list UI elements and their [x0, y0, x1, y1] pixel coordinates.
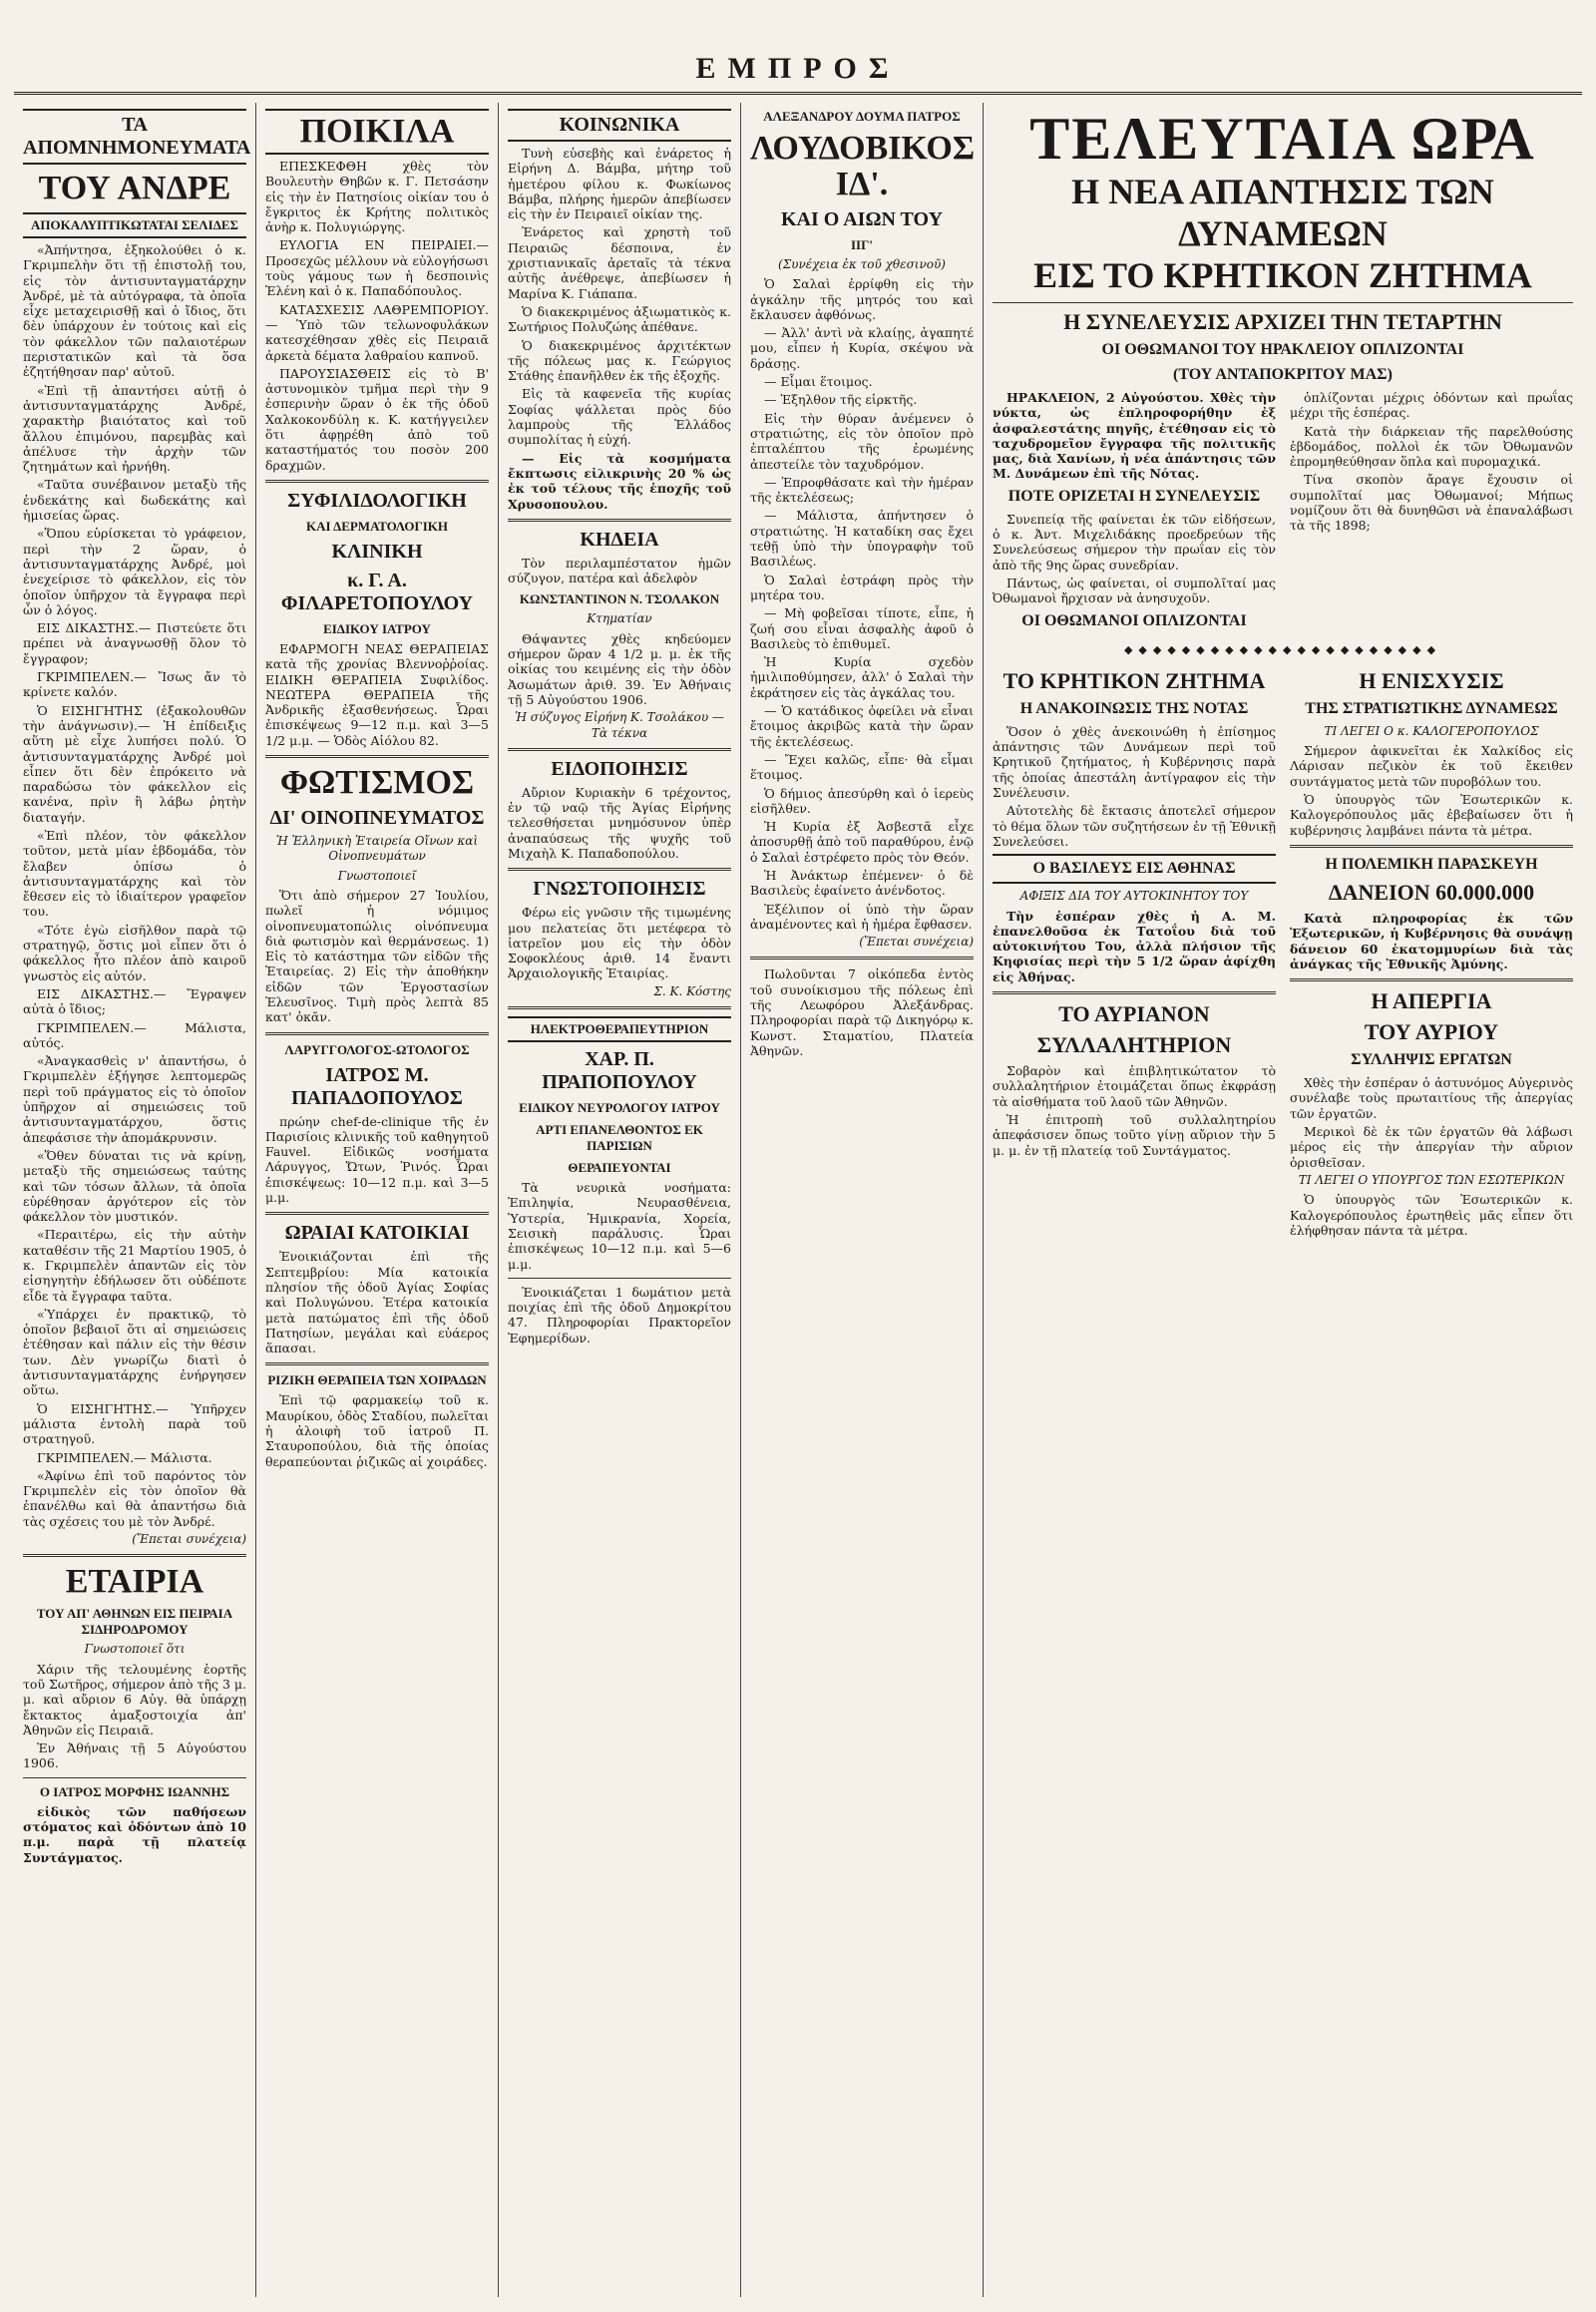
- strike-title: Η ΑΠΕΡΓΙΑ: [1371, 988, 1492, 1014]
- col5-lower-left: [993, 663, 1276, 1241]
- rally-title2: ΣΥΛΛΑΛΗΤΗΡΙΟΝ: [1036, 1032, 1232, 1058]
- crete-p1: Ὅσον ὁ χθὲς ἀνεκοινώθη ἡ ἐπίσημος ἀπάντησις τῶν Δυνάμεων περὶ τοῦ Κρητικοῦ ζητήματος, ἡ Κυβέρνησις παρὰ τῆς ὁποίας ἀπεστάλη ἀντίγραφον εἰς τὴν Συνέλευσιν.: [993, 723, 1276, 801]
- col3-jewelry-ad: — Εἰς τὰ κοσμήματα ἔκπτωσις εἰλικρινὴς 20 % ὡς ἐκ τοῦ τέλους τῆς ἐποχῆς τοῦ Χρυσοπουλου.: [508, 450, 731, 512]
- column-3: [499, 103, 741, 2297]
- ad-clinic-line2: ΚΑΙ ΔΕΡΜΑΤΟΛΟΓΙΚΗ: [305, 518, 449, 534]
- ad-electro-sub2: ΑΡΤΙ ΕΠΑΝΕΛΘΟΝΤΟΣ ΕΚ ΠΑΡΙΣΙΩΝ: [536, 1122, 703, 1154]
- col1-p5: Ὁ ΕΙΣΗΓΗΤΗΣ (ἐξακολουθῶν τὴν ἀνάγνωσιν).— Ἡ ἐπίδειξις αὕτη μὲ εἶχε λυπήσει πολύ. Ὁ ἀντισυνταγματάρχης Ἀνδρέ μοὶ εἶπεν ὅτι δὲν ἐπρόκειτο νὰ παραδώσω τὸν φάκελλον εἰς κανένα, πρὶν ἢ λάβω ῥητὴν διαταγήν.: [23, 702, 246, 825]
- col2-divider-3: [265, 1032, 489, 1035]
- funeral-body: Θάψαντες χθὲς κηδεύομεν σήμερον ὥραν 4 1/2 μ. μ. ἐκ τῆς οἰκίας του κειμένης εἰς τὴν ὁδὸν Ἀσωμάτων ἀριθ. 39. Ἐν Ἀθήναις τῇ 5 Αὐγούστου 1906.: [508, 630, 731, 707]
- col1-divider: [23, 1554, 246, 1557]
- ad-ent-name: ΙΑΤΡΟΣ Μ. ΠΑΠΑΔΟΠΟΥΛΟΣ: [291, 1063, 463, 1109]
- lead-r2: Κατὰ τὴν διάρκειαν τῆς παρελθούσης ἑβδομάδος, πολλοὶ ἐκ τῶν Ὀθωμανῶν ἐπρομηθεύθησαν ὅπλα καὶ πυρομαχικά.: [1290, 423, 1573, 470]
- col1-p10: «Περαιτέρω, εἰς τὴν αὐτὴν καταθέσιν τῆς 21 Μαρτίου 1905, ὁ κ. Γκριμπελὲν ἀπαντῶν εἰς τὸν εἰσηγητὴν ἐδήλωσεν ὅτι οὐδέποτε εἶδε τὰ ἔγγραφα ταῦτα.: [23, 1227, 246, 1304]
- col4-divider: [750, 957, 974, 960]
- ad-railway-notice: Γνωστοποιεῖ ὅτι: [84, 1642, 186, 1657]
- col1-h3: ΕΙΣ ΔΙΚΑΣΤΗΣ.— Ἔγραψεν αὐτὰ ὁ ἴδιος;: [23, 985, 246, 1017]
- col4-p15: Ἡ Ἀνάκτωρ ἐπέμενεν· ὁ δὲ Βασιλεὺς ἐφαίνετο ἀνένδοτος.: [750, 867, 974, 899]
- crete-title: ΤΟ ΚΡΗΤΙΚΟΝ ΖΗΤΗΜΑ: [1002, 667, 1266, 693]
- col3-p5: Εἰς τὰ καφενεῖα τῆς κυρίας Σοφίας ψάλλεται πρὸς δύο λαμπροὺς τῆς Ἑλλάδος συμπολίτας ἡ εὐχή.: [508, 386, 731, 448]
- col5-upper-left: [993, 390, 1276, 636]
- masthead: [14, 0, 1582, 95]
- col4-p12: — Ἔχει καλῶς, εἶπε· θὰ εἶμαι ἕτοιμος.: [750, 751, 974, 783]
- col5-upper-split: [993, 390, 1573, 636]
- ad-electro-sub3: ΘΕΡΑΠΕΥΟΝΤΑΙ: [568, 1160, 671, 1176]
- col1-title1: ΤΑ ΑΠΟΜΝΗΜΟΝΕΥΜΑΤΑ: [23, 109, 246, 165]
- col1-p6: «Ἐπὶ πλέον, τὸν φάκελλον τοῦτον, μετὰ μίαν ἑβδομάδα, τὸν ἔλαβεν ὀπίσω ὁ ἀντισυνταγματάρχης καὶ τὸν ἔθεσεν εἰς τὸ ἰδιαίτερον γραφεῖον του.: [23, 827, 246, 920]
- reinforce-p1: Σήμερον ἀφικνεῖται ἐκ Χαλκίδος εἰς Λάρισαν πεζικὸν ἐκ τοῦ ἔκειθεν συντάγματος μετὰ τῶν πυροβόλων του.: [1290, 743, 1573, 789]
- ad-clinic-line1: ΣΥΦΙΛΙΔΟΛΟΓΙΚΗ: [287, 489, 467, 512]
- lead-title4: Η ΣΥΝΕΛΕΥΣΙΣ ΑΡΧΙΖΕΙ ΤΗΝ ΤΕΤΑΡΤΗΝ: [1063, 309, 1502, 334]
- lead-r1: ὁπλίζονται μέχρις ὀδόντων καὶ πρωΐας μέχρι τῆς ἑσπέρας.: [1290, 390, 1573, 421]
- column-5: [984, 103, 1582, 2297]
- ad-lighting-text: Ὅτι ἀπὸ σήμερον 27 Ἰουλίου, πωλεῖ ἡ νόμιμος οἰνοπνευματοπώλις οἰνόπνευμα διὰ φωτισμὸν καὶ θερμάνσεως. 1) Εἰς τὸ κατάστημα τῶν εἰδῶν τῆς Ἑταιρείας. 2) Εἰς τὴν ἀποθήκην εἰδῶν τῶν Ἐργοστασίων Ἐλευσῖνος. Τιμὴ πρὸς λεπτὰ 85 κατ' ὀκᾶν.: [265, 887, 489, 1025]
- reinforce-title: Η ΕΝΙΣΧΥΣΙΣ: [1359, 667, 1504, 693]
- lead-title3: ΕΙΣ ΤΟ ΚΡΗΤΙΚΟΝ ΖΗΤΗΜΑ: [1033, 255, 1532, 295]
- reinforce-p2: Ὁ ὑπουργὸς τῶν Ἐσωτερικῶν κ. Καλογερόπουλος μᾶς ἐβεβαίωσεν ὅτι ἡ κυβέρνησις λαμβάνει πάντα τὰ μέτρα.: [1290, 792, 1573, 838]
- announcement-text: Αὔριον Κυριακὴν 6 τρέχοντος, ἐν τῷ ναῷ τῆς Ἁγίας Εἰρήνης τελεσθήσεται μνημόσυνον ὑπὲρ ἀναπαύσεως τῆς ψυχῆς τοῦ Μιχαὴλ Κ. Παπαδοπούλου.: [508, 784, 731, 861]
- king-p1: Τὴν ἑσπέραν χθὲς ἡ Α. Μ. ἐπανελθοῦσα ἐκ Τατοΐου διὰ τοῦ αὐτοκινήτου Του, ἀλλὰ πλήσιον τῆς Κηφισίας περὶ τὴν 5 1/2 ὥραν ἀφίχθη εἰς Ἀθήνας.: [993, 908, 1276, 984]
- col4-p13: Ὁ δήμιος ἀπεσύρθη καὶ ὁ ἱερεὺς εἰσῆλθεν.: [750, 785, 974, 816]
- ad-doctor-title: Ο ΙΑΤΡΟΣ ΜΟΡΦΗΣ ΙΩΑΝΝΗΣ: [39, 1783, 230, 1799]
- col1-h4: ΓΚΡΙΜΠΕΛΕΝ.— Μάλιστα, αὐτός.: [23, 1019, 246, 1050]
- ad-residences-title: ΩΡΑΙΑΙ ΚΑΤΟΙΚΙΑΙ: [284, 1222, 470, 1245]
- serial-subtitle: (Συνέχεια ἐκ τοῦ χθεσινοῦ): [778, 257, 946, 271]
- rally-p1: Σοβαρὸν καὶ ἐπιβλητικώτατον τὸ συλλαλητήριον ἑτοιμάζεται ὅπως ἐκφράσῃ τὰ αἰσθήματα τοῦ λαοῦ τῶν Ἀθηνῶν.: [993, 1063, 1276, 1109]
- ad-ent-text: πρώην chef-de-clinique τῆς ἐν Παρισίοις κλινικῆς τοῦ καθηγητοῦ Fauvel. Εἰδικῶς νοσήματα Λάρυγγος, Ὤτων, Ῥινός. Ὧραι ἐπισκέψεως: 10—12 π.μ. καὶ 3—5 μ.μ.: [265, 1113, 489, 1206]
- notice-title: ΓΝΩΣΤΟΠΟΙΗΣΙΣ: [533, 878, 706, 901]
- col2-divider: [265, 480, 489, 483]
- columns: [14, 103, 1582, 2297]
- col1-continued: (Ἔπεται συνέχεια): [132, 1532, 246, 1547]
- strike-h: ΤΙ ΛΕΓΕΙ Ο ΥΠΟΥΡΓΟΣ ΤΩΝ ΕΣΩΤΕΡΙΚΩΝ: [1298, 1172, 1565, 1187]
- ad-doctor-text: εἰδικὸς τῶν παθήσεων στόματος καὶ ὀδόντων ἀπὸ 10 π.μ. παρὰ τῇ πλατείᾳ Συντάγματος.: [23, 1803, 246, 1865]
- serial-title: ΛΟΥΔΟΒΙΚΟΣ ΙΔ'.: [750, 130, 976, 202]
- col1-p8: «Ἀναγκασθεὶς ν' ἀπαντήσω, ὁ Γκριμπελὲν ἐξήγησε λεπτομερῶς περὶ τοῦ πράγματος εἰς τὸ ὁποῖον ὑπῆρχον αἱ σημειώσεις τοῦ ἀντισυνταγματάρχου, ὅστις ἀπεφάσισε τὴν ἀπομάκρυνσιν.: [23, 1053, 246, 1145]
- ad-ent-title: ΛΑΡΥΓΓΟΛΟΓΟΣ-ΩΤΟΛΟΓΟΣ: [284, 1041, 470, 1057]
- col4-p6: — Ἐπροφθάσατε καὶ τὴν ἡμέραν τῆς ἐκτελέσεως;: [750, 474, 974, 506]
- lead-title: ΤΕΛΕΥΤΑΙΑ ΩΡΑ: [1029, 106, 1536, 172]
- lead-h1: ΠΟΤΕ ΟΡΙΖΕΤΑΙ Η ΣΥΝΕΛΕΥΣΙΣ: [1007, 487, 1261, 505]
- col3-p1: Τυνὴ εὐσεβὴς καὶ ἐνάρετος ἡ Εἰρήνη Δ. Βάμβα, μήτηρ τοῦ ἡμετέρου φίλου κ. Φωκίωνος Βάμβα, πλήρης ἡμερῶν ἀπεβίωσεν εἰς τὴν ἐν Πειραιεῖ οἰκίαν της.: [508, 146, 731, 222]
- ad-electro-sub: ΕΙΔΙΚΟΥ ΝΕΥΡΟΛΟΓΟΥ ΙΑΤΡΟΥ: [519, 1100, 720, 1116]
- ad-clinic-line4: κ. Γ. Α. ΦΙΛΑΡΕΤΟΠΟΥΛΟΥ: [280, 569, 474, 614]
- col1-p1: «Ἀπήντησα, ἐξηκολούθει ὁ κ. Γκριμπελὴν ὅτι τῇ ἐπιστολῇ του, εἰς τὸν ἀντισυνταγματάρχην Ἀνδρέ, μὲ τὰ αὐτόγραφα, τὰ ὁποῖα εἶχε μεταχειρισθῇ καὶ ὁ ἴδιος, ὅτι δὲν ὑπάρχουν ἐν τούτοις καὶ εἰς τὸν φάκελλον τῶν παλαιοτέρων περιστατικῶν καὶ τὰ ὅσα ἐζητήθησαν παρ' αὐτοῦ.: [23, 242, 246, 380]
- column-1: [14, 103, 256, 2297]
- ad-therapy-title: ΡΙΖΙΚΗ ΘΕΡΑΠΕΙΑ ΤΩΝ ΧΟΙΡΑΔΩΝ: [267, 1372, 487, 1388]
- col1-title3: ΑΠΟΚΑΛΥΠΤΙΚΩΤΑΤΑΙ ΣΕΛΙΔΕΣ: [23, 212, 246, 238]
- col3-p4: Ὁ διακεκριμένος ἀρχιτέκτων τῆς πόλεως μας κ. Γεώργιος Στάθης ἐπανῆλθεν ἐκ τῆς ἐξοχῆς.: [508, 337, 731, 384]
- lead-title2: Η ΝΕΑ ΑΠΑΝΤΗΣΙΣ ΤΩΝ ΔΥΝΑΜΕΩΝ: [1071, 172, 1494, 253]
- king-subtitle: ΑΦΙΞΙΣ ΔΙΑ ΤΟΥ ΑΥΤΟΚΙΝΗΤΟΥ ΤΟΥ: [1019, 889, 1249, 904]
- lead-title6: (ΤΟΥ ΑΝΤΑΠΟΚΡΙΤΟΥ ΜΑΣ): [1173, 366, 1393, 383]
- col1-h1: ΕΙΣ ΔΙΚΑΣΤΗΣ.— Πιστεύετε ὅτι πρέπει νὰ ἀναγνωσθῇ ὅλον τὸ ἔγγραφον;: [23, 620, 246, 666]
- col1-h2: ΓΚΡΙΜΠΕΛΕΝ.— Ἴσως ἄν τὸ κρίνετε καλόν.: [23, 669, 246, 700]
- col4-p5: Εἰς τὴν θύραν ἀνέμενεν ὁ στρατιώτης, εἰς τὸν ὁποῖον πρὸ ἐπταλέπτου τῆς ἐρωμένης ἀπεστείλε τὸν ταχυδρόμον.: [750, 410, 974, 472]
- announcement-title: ΕΙΔΟΠΟΙΗΣΙΣ: [551, 757, 688, 780]
- col1-p12: «Ἀφίνω ἐπὶ τοῦ παρόντος τὸν Γκριμπελὲν εἰς τὸν ὁποῖον θὰ ἐπανέλθω καὶ θὰ ἀπαντήσω διὰ τὰς σχέσεις του μὲ τὸν Ἀνδρέ.: [23, 1467, 246, 1529]
- col5-rule: [993, 302, 1573, 303]
- col4-p14: Ἡ Κυρία ἐξ Ἀσβεστᾶ εἶχε ἀποσυρθῇ ἀπὸ τοῦ παραθύρου, ἐνῷ ὁ Σαλαὶ ἐστρέφετο πρὸς τὸν Θεόν.: [750, 819, 974, 865]
- crete-subtitle: Η ΑΝΑΚΟΙΝΩΣΙΣ ΤΗΣ ΝΟΤΑΣ: [1019, 699, 1249, 717]
- col1-h6: ΓΚΡΙΜΠΕΛΕΝ.— Μάλιστα.: [37, 1449, 212, 1465]
- col2-divider-2: [265, 755, 489, 758]
- serial-title2: ΚΑΙ Ο ΑΙΩΝ ΤΟΥ: [780, 208, 944, 230]
- col4-p4: — Ἐξηλθον τῆς εἱρκτῆς.: [764, 392, 918, 408]
- lead-p3: Πάντως, ὡς φαίνεται, οἱ συμπολῖταί μας Ὀθωμανοὶ ἤρχισαν νὰ ἀνησυχοῦν.: [993, 575, 1276, 606]
- col5-divider-c: [1290, 978, 1573, 981]
- col5-upper-right: [1290, 390, 1573, 636]
- rally-title: ΤΟ ΑΥΡΙΑΝΟΝ: [1058, 1001, 1210, 1027]
- strike-title2: ΤΟΥ ΑΥΡΙΟΥ: [1364, 1019, 1499, 1045]
- col2-p3: ΚΑΤΑΣΧΕΣΙΣ ΛΑΘΡΕΜΠΟΡΙΟΥ.— Ὑπὸ τῶν τελωνοφυλάκων κατεσχέθησαν χθὲς εἰς Πειραιᾶ ἀρκετὰ δέματα λαθραίου καπνοῦ.: [265, 301, 489, 363]
- strike-p3: Ὁ ὑπουργὸς τῶν Ἐσωτερικῶν κ. Καλογερόπουλος ἐρωτηθεὶς μᾶς εἶπεν ὅτι ἐλήφθησαν πάντα τὰ μέτρα.: [1290, 1192, 1573, 1238]
- ad-railway-date: Ἐν Ἀθήναις τῇ 5 Αὐγούστου 1906.: [23, 1740, 246, 1771]
- funeral-role: Κτηματίαν: [587, 611, 652, 626]
- war-p1: Κατὰ πληροφορίας ἐκ τῶν Ἐξωτερικῶν, ἡ Κυβέρνησις θὰ συνάψῃ δάνειον 60 ἑκατομμυρίων διὰ τὰς ἀνάγκας τῆς Ἐθνικῆς Ἀμύνης.: [1290, 910, 1573, 971]
- ad-electro-text: Τὰ νευρικὰ νοσήματα: Ἐπιληψία, Νευρασθένεια, Ὑστερία, Ἡμικρανία, Χορεία, Σεισικὴ παράλυσις. Ὧραι ἐπισκέψεως 10—12 π.μ. καὶ 5—6 μ.μ.: [508, 1180, 731, 1272]
- col2-p4: ΠΑΡΟΥΣΙΑΣΘΕΙΣ εἰς τὸ Β' ἀστυνομικὸν τμῆμα περὶ τὴν 9 ἑσπερινὴν ὥραν ὁ ἐκ τῆς ὁδοῦ Χαλκοκονδύλη κ. Κ. κατήγγειλεν ὅτι ἀφῃρέθη ἀπὸ τοῦ καταστήματός του ποσὸν 200 δραχμῶν.: [265, 365, 489, 473]
- col1-p11: «Ὑπάρχει ἐν πρακτικῷ, τὸ ὁποῖον βεβαιοῖ ὅτι αἱ σημειώσεις ἐτέθησαν καὶ πάλιν εἰς τὴν θέσιν των. Δὲν γνωρίζω διατὶ ὁ ἀντισυνταγματάρχης ἐνήργησεν οὕτω.: [23, 1306, 246, 1398]
- ad-electro-name: ΧΑΡ. Π. ΠΡΑΠΟΠΟΥΛΟΥ: [542, 1048, 697, 1094]
- column-4: [741, 103, 984, 2297]
- ad-clinic-line5: ΕΙΔΙΚΟΥ ΙΑΤΡΟΥ: [323, 620, 431, 636]
- lead-h2: ΟΙ ΟΘΩΜΑΝΟΙ ΟΠΛΙΖΟΝΤΑΙ: [1021, 611, 1247, 629]
- col3-divider-2: [508, 748, 731, 751]
- serial-chapter: ΙΙΓ': [850, 237, 873, 252]
- ad-lighting-notice: Γνωστοποιεῖ: [337, 868, 417, 883]
- notice-text: Φέρω εἰς γνῶσιν τῆς τιμωμένης μου πελατείας ὅτι μετέφερα τὸ ἰατρεῖον μου εἰς τὴν ὁδὸν Σοφοκλέους ἀριθ. 14 ἔναντι Ἀρχαιολογικῆς Ἑταιρίας.: [508, 905, 731, 981]
- col4-p10: Ἡ Κυρία σχεδὸν ἠμιλιποθύμησεν, ἀλλ' ὁ Σαλαὶ τὴν ἐκράτησεν εἰς τὰς ἀγκάλας του.: [750, 654, 974, 700]
- col3-divider-4: [508, 1006, 731, 1009]
- ad-lighting-title: ΦΩΤΙΣΜΟΣ: [279, 764, 475, 802]
- col4-p8: Ὁ Σαλαὶ ἐστράφη πρὸς τὴν μητέρα του.: [750, 572, 974, 602]
- col5-lower-split: [993, 663, 1573, 1241]
- strike-subtitle: ΣΥΛΛΗΨΙΣ ΕΡΓΑΤΩΝ: [1351, 1051, 1512, 1069]
- ad-railway-subtitle: ΤΟΥ ΑΠ' ΑΘΗΝΩΝ ΕΙΣ ΠΕΙΡΑΙΑ ΣΙΔΗΡΟΔΡΟΜΟΥ: [36, 1606, 233, 1638]
- col3-divider-5: [508, 1278, 731, 1279]
- col1-p3: «Ταῦτα συνέβαινον μεταξὺ τῆς ἐνδεκάτης καὶ δωδεκάτης καὶ ἡμισείας ὥρας.: [23, 477, 246, 524]
- lead-p1: ΗΡΑΚΛΕΙΟΝ, 2 Αὐγούστου. Χθὲς τὴν νύκτα, ὡς ἐπληροφορήθην ἐξ ἀσφαλεστάτης πηγῆς, ἐτέθησαν εἰς τὸ ταχυδρομεῖον ἔγγραφα τῆς πολιτικῆς μας, διὰ Χανίων, ἡ νέα ἀπάντησις τῶν Μ. Δυνάμεων ἐπὶ τῆς Νότας.: [993, 390, 1276, 482]
- col3-p3: Ὁ διακεκριμένος ἀξιωματικὸς κ. Σωτήριος Πολυζώης ἀπέθανε.: [508, 303, 731, 335]
- col1-p4: «Ὅπου εὑρίσκεται τὸ γράφειον, περὶ τὴν 2 ὥραν, ὁ ἀντισυνταγματάρχης Ἀνδρέ, μοὶ ἐνεχείρισε τὸ φάκελλον, εἰς τὸν ὁποῖον ὑπῆρχον τὰ ἔγγραφα περὶ ὧν ὁ λόγος.: [23, 526, 246, 617]
- col4-p9: — Μὴ φοβεῖσαι τίποτε, εἶπε, ἡ ζωή σου εἶναι ἀσφαλὴς ἀφοῦ ὁ Βασιλεὺς τὸ ἐπιθυμεῖ.: [750, 605, 974, 651]
- col2-p2: ΕΥΛΟΓΙΑ ΕΝ ΠΕΙΡΑΙΕΙ.— Προσεχῶς μέλλουν νὰ εὐλογήσωσι τοὺς γάμους των ἡ δεσποινὶς Ἑλένη καὶ ὁ κ. Παπαδόπουλος.: [265, 237, 489, 299]
- col2-divider-5: [265, 1362, 489, 1365]
- war-title: Η ΠΟΛΕΜΙΚΗ ΠΑΡΑΣΚΕΥΗ: [1325, 855, 1538, 873]
- strike-p1: Χθὲς τὴν ἑσπέραν ὁ ἀστυνόμος Αὐγερινὸς συνέλαβε τοὺς πρωταιτίους τῆς ἀπεργίας τῶν ἐργατῶν.: [1290, 1075, 1573, 1121]
- col1-divider-2: [23, 1777, 246, 1778]
- col1-h5: Ὁ ΕΙΣΗΓΗΤΗΣ.— Ὑπῆρχεν μάλιστα ἐντολὴ παρὰ τοῦ στρατηγοῦ.: [23, 1400, 246, 1447]
- col2-p1: ΕΠΕΣΚΕΦΘΗ χθὲς τὸν Βουλευτὴν Θηβῶν κ. Γ. Πετσάσην εἰς τὴν ἐν Πατησίοις οἰκίαν του ὁ ἔγκριτος ἐκ Κρήτης πολιτικὸς ἀνὴρ κ. Πολυγιώργης.: [265, 159, 489, 235]
- reinforce-subtitle: ΤΗΣ ΣΤΡΑΤΙΩΤΙΚΗΣ ΔΥΝΑΜΕΩΣ: [1305, 699, 1558, 717]
- rally-p2: Ἡ ἐπιτροπὴ τοῦ συλλαλητηρίου ἀπεφάσισεν ὅπως τοῦτο γίνῃ αὔριον τὴν 5 μ. μ. ἐν τῇ πλατείᾳ τοῦ Συντάγματος.: [993, 1111, 1276, 1158]
- notice-sign: Σ. Κ. Κόστης: [653, 983, 731, 998]
- war-subtitle: ΔΑΝΕΙΟΝ 60.000.000: [1328, 879, 1535, 905]
- col4-p7: — Μάλιστα, ἀπήντησεν ὁ στρατιώτης. Ἡ καταδίκη σας ἔχει τεθῇ ὑπὸ τὴν ὑπογραφὴν τοῦ Βασιλέως.: [750, 508, 974, 570]
- masthead-title: ΕΜΠΡΟΣ: [695, 52, 901, 85]
- col4-continued: (Ἔπεται συνέχεια): [859, 935, 974, 950]
- lead-title5: ΟΙ ΟΘΩΜΑΝΟΙ ΤΟΥ ΗΡΑΚΛΕΙΟΥ ΟΠΛΙΖΟΝΤΑΙ: [1101, 341, 1464, 358]
- ad-clinic-line3: ΚΛΙΝΙΚΗ: [331, 540, 423, 563]
- ad-lighting-subtitle: ΔΙ' ΟΙΝΟΠΝΕΥΜΑΤΟΣ: [269, 807, 485, 830]
- col4-p3: — Εἶμαι ἕτοιμος.: [764, 374, 873, 390]
- col1-p7: «Τότε ἐγὼ εἰσῆλθον παρὰ τῷ στρατηγῷ, ὅστις μοὶ εἶπεν ὅτι ὁ φάκελλος ἦτο πλέον ἀπὸ καιροῦ γνωστὸς εἰς αὐτόν.: [23, 922, 246, 983]
- col4-p1: Ὁ Σαλαὶ ἐρρίφθη εἰς τὴν ἀγκάλην τῆς μητρός του καὶ ἔκλαυσεν ἀφθόνως.: [750, 276, 974, 322]
- ad-clinic-text: ΕΦΑΡΜΟΓΗ ΝΕΑΣ ΘΕΡΑΠΕΙΑΣ κατὰ τῆς χρονίας Βλεννοῤῥοίας. ΕΙΔΙΚΗ ΘΕΡΑΠΕΙΑ Συφιλίδος. ΝΕΩΤΕΡΑ ΘΕΡΑΠΕΙΑ τῆς Ἀνδρικῆς ἐξασθενήσεως. Ὧραι ἐπισκέψεως 9—12 π.μ. καὶ 3—5 1/2 μ.μ. — Ὁδὸς Αἰόλου 82.: [265, 640, 489, 748]
- crete-p2: Αὐτοτελὴς δὲ ἔκτασις ἀποτελεῖ σήμερον τὸ θέμα ὅλων τῶν συζητήσεων ἐν τῇ Ἐθνικῇ Συνελεύσει.: [993, 803, 1276, 849]
- serial-author: ΑΛΕΞΑΝΔΡΟΥ ΔΟΥΜΑ ΠΑΤΡΟΣ: [763, 109, 961, 124]
- col1-p9: «Ὅθεν δύναται τις νὰ κρίνῃ, μεταξὺ τῆς σημειώσεως ταύτης καὶ τῶν τόσων ἄλλων, τὰ ὁποῖα εὑρέθησαν ἀργότερον εἰς τὸν φάκελλον τὸν μυστικόν.: [23, 1147, 246, 1225]
- column-2: [256, 103, 499, 2297]
- col3-divider: [508, 519, 731, 522]
- funeral-name: ΚΩΝΣΤΑΝΤΙΝΟΝ Ν. ΤΣΟΛΑΚΟΝ: [519, 591, 720, 607]
- col3-rental-ad: Ἐνοικιάζεται 1 δωμάτιον μετὰ ποιχίας ἐπὶ τῆς ὁδοῦ Δημοκρίτου 47. Πληροφορίαι Πρακτορεῖον Ἐφημερίδων.: [508, 1284, 731, 1346]
- lead-r3: Τίνα σκοπὸν ἄραγε ἔχουσιν οἱ συμπολῖταί μας Ὀθωμανοί; Μήπως νομίζουν ὅτι θὰ δυνηθῶσι νὰ ἐπαναλάβωσι τὰ τῆς 1898;: [1290, 472, 1573, 534]
- ad-electro-title: ΗΛΕΚΤΡΟΘΕΡΑΠΕΥΤΗΡΙΟΝ: [508, 1016, 731, 1042]
- lead-p2: Συνεπείᾳ τῆς φαίνεται ἐκ τῶν εἰδήσεων, ὁ κ. Ἀντ. Μιχελιδάκης προεδρεύων τῆς Συνελεύσεως σήμερον τὴν πρωΐαν εἰς τὸν ἀπὸ τῆς 9ης ὥρας συνεδρίαν.: [993, 511, 1276, 573]
- col1-p2: «Ἐπὶ τῇ ἀπαντήσει αὐτῇ ὁ ἀντισυνταγματάρχης Ἀνδρέ, χαρακτὴρ βιαιότατος καὶ τοῦ ἄλλου ἐπιμόνου, παρεμβὰς καὶ ἀπέλυσε τὴν ἀρχὴν τῶν ζητημάτων καὶ ἠρνήθη.: [23, 382, 246, 475]
- col4-p2: — Ἀλλ' ἀντὶ νὰ κλαίῃς, ἀγαπητέ μου, εἶπεν ἡ Κυρία, σκέψου νὰ δράσῃς.: [750, 325, 974, 371]
- funeral-family: Ἡ σύζυγος Εἰρήνη Κ. Τσολάκου — Τὰ τέκνα: [515, 710, 724, 740]
- ad-residences-text: Ἐνοικιάζονται ἐπὶ τῆς Σεπτεμβρίου: Μία κατοικία πλησίον τῆς ὁδοῦ Ἀγίας Σοφίας καὶ Πολυγώνου. Ἑτέρα κατοικία μετὰ πατώματος ἐπὶ τῆς ὁδοῦ Πατησίων, μεγάλαι καὶ εὐάερος ἅπασαι.: [265, 1249, 489, 1356]
- col3-p2: Ἐνάρετος καὶ χρηστὴ τοῦ Πειραιῶς δέσποινα, ἐν χριστιανικαῖς ἀρεταῖς τὰ τέκνα αὐτῆς ἀνέθρεψε, ἀπεβίωσεν ἡ Μαρίνα Κ. Γιάπαπα.: [508, 224, 731, 301]
- funeral-intro: Τὸν περιλαμπέστατον ἡμῶν σύζυγον, πατέρα καὶ ἀδελφὸν: [508, 555, 731, 586]
- col1-title2: ΤΟΥ ΑΝΔΡΕ: [38, 170, 231, 206]
- col4-p16: Ἐξέλιπον οἱ ὑπὸ τὴν ὥραν ἀναμένοντες καὶ ἡ ἡμέρα ἔφθασεν.: [750, 901, 974, 932]
- col2-title: ΠΟΙΚΙΛΑ: [265, 109, 489, 155]
- ad-railway-title: ΕΤΑΙΡΙΑ: [65, 1563, 204, 1601]
- funeral-title: ΚΗΔΕΙΑ: [580, 528, 659, 551]
- ad-therapy-text: Ἐπὶ τῷ φαρμακείῳ τοῦ κ. Μαυρίκου, ὁδὸς Σταδίου, πωλεῖται ἡ ἀλοιφὴ τοῦ ἰατροῦ Π. Σταυροπούλου, διὰ τῆς ὁποίας θεραπεύονται ῥιζικῶς αἱ χοιράδες.: [265, 1392, 489, 1469]
- col5-lower-right: [1290, 663, 1573, 1241]
- col4-p11: — Ὁ κατάδικος ὀφείλει νὰ εἶναι ἔτοιμος ἀκριβῶς κατὰ τὴν ὥραν τῆς ἐκτελέσεως.: [750, 703, 974, 749]
- ad-lighting-company: Ἡ Ἑλληνικὴ Ἑταιρεία Οἴνων καὶ Οἰνοπνευμάτων: [275, 834, 479, 864]
- ad-railway-text: Χάριν τῆς τελουμένης ἑορτῆς τοῦ Σωτῆρος, σήμερον ἀπὸ τῆς 3 μ. μ. καὶ αὔριον 6 Αὐγ. θὰ ὑπάρχῃ ἔκτακτος ἀμαξοστοιχία ἀπ' Ἀθηνῶν εἰς Πειραιᾶ.: [23, 1661, 246, 1737]
- col5-divider-b: [1290, 845, 1573, 848]
- king-title: Ο ΒΑΣΙΛΕΥΣ ΕΙΣ ΑΘΗΝΑΣ: [993, 854, 1276, 884]
- strike-p2: Μερικοὶ δὲ ἐκ τῶν ἐργατῶν θὰ λάβωσι μέρος εἰς τὴν ἀπεργίαν τὴν αὔριον ὁρισθεῖσαν.: [1290, 1124, 1573, 1170]
- col5-flourish: ◆◆◆◆◆◆◆◆◆◆◆◆◆◆◆◆◆◆◆◆◆◆: [1123, 642, 1442, 656]
- reinforce-subtitle2: ΤΙ ΛΕΓΕΙ Ο κ. ΚΑΛΟΓΕΡΟΠΟΥΛΟΣ: [1324, 723, 1539, 738]
- col4-property-ad: Πωλοῦνται 7 οἰκόπεδα ἐντὸς τοῦ συνοίκισμου τῆς πόλεως ἐπὶ τῆς Λεωφόρου Ἀλεξάνδρας. Πληροφορίαι παρὰ τῷ Δικηγόρῳ κ. Κωνστ. Σταματίου, Πλατεία Ἀθηνῶν.: [750, 966, 974, 1058]
- col3-title: ΚΟΙΝΩΝΙΚΑ: [508, 109, 731, 142]
- col2-divider-4: [265, 1212, 489, 1215]
- col3-divider-3: [508, 868, 731, 871]
- col5-divider-a: [993, 991, 1276, 994]
